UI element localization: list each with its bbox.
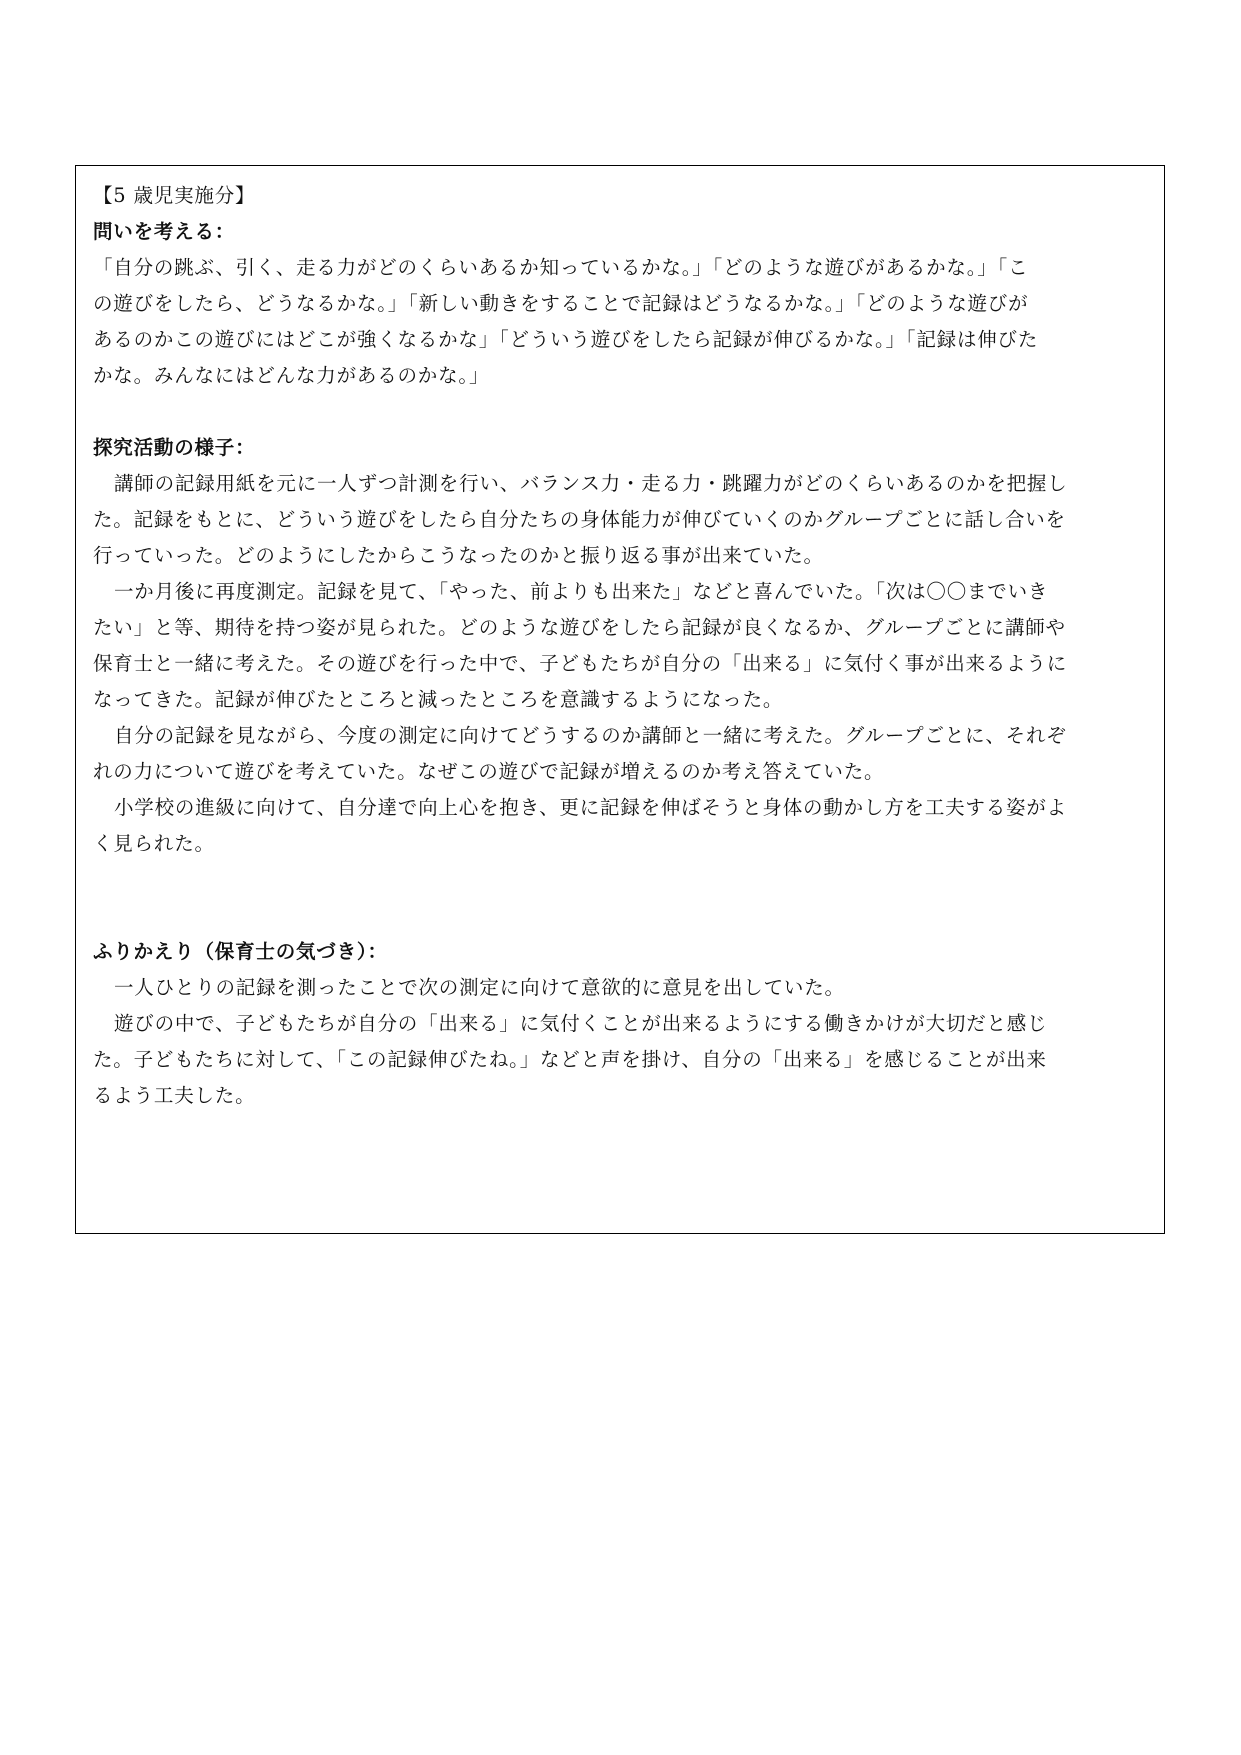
reflection-line: るよう工夫した。 <box>93 1084 256 1107</box>
spacer <box>93 394 1150 430</box>
activity-line: 一か月後に再度測定。記録を見て、「やった、前よりも出来た」などと喜んでいた。「次は〇〇までいき <box>114 580 1049 603</box>
activity-line: なってきた。記録が伸びたところと減ったところを意識するようになった。 <box>93 688 784 711</box>
question-heading: 問いを考える： <box>93 220 236 243</box>
activity-line: く見られた。 <box>93 832 215 855</box>
activity-line: た。記録をもとに、どういう遊びをしたら自分たちの身体能力が伸びていくのかグループごとに話し合いを <box>93 508 1066 531</box>
activity-line: 自分の記録を見ながら、今度の測定に向けてどうするのか講師と一緒に考えた。グループごとに、それぞ <box>114 724 1067 747</box>
reflection-line: た。子どもたちに対して、「この記録伸びたね。」などと声を掛け、自分の「出来る」を感じることが出来 <box>93 1048 1047 1071</box>
activity-line: 講師の記録用紙を元に一人ずつ計測を行い、バランス力・走る力・跳躍力がどのくらいあるのかを把握し <box>114 472 1068 495</box>
section-title: 【5 歳児実施分】 <box>93 184 256 207</box>
activity-line: 保育士と一緒に考えた。その遊びを行った中で、子どもたちが自分の「出来る」に気付く事が出来るように <box>93 652 1068 675</box>
question-line: の遊びをしたら、どうなるかな。」「新しい動きをすることで記録はどうなるかな。」「どのような遊びが <box>93 292 1029 315</box>
activity-line: 行っていった。どのようにしたからこうなったのかと振り返る事が出来ていた。 <box>93 544 824 567</box>
reflection-line: 遊びの中で、子どもたちが自分の「出来る」に気付くことが出来るようにする働きかけが大切だと感じ <box>114 1012 1048 1035</box>
activity-line: 小学校の進級に向けて、自分達で向上心を抱き、更に記録を伸ばそうと身体の動かし方を工夫する姿がよ <box>114 796 1067 819</box>
reflection-heading: ふりかえり（保育士の気づき）： <box>93 940 388 963</box>
activity-line: れの力について遊びを考えていた。なぜこの遊びで記録が増えるのか考え答えていた。 <box>93 760 885 783</box>
question-line: あるのかこの遊びにはどこが強くなるかな」「どういう遊びをしたら記録が伸びるかな。」「記録は伸びた <box>93 328 1039 351</box>
activity-line: たい」と等、期待を持つ姿が見られた。どのような遊びをしたら記録が良くなるか、グループごとに講師や <box>93 616 1066 639</box>
activity-heading: 探究活動の様子： <box>93 436 256 459</box>
reflection-line: 一人ひとりの記録を測ったことで次の測定に向けて意欲的に意見を出していた。 <box>114 976 845 999</box>
report-box <box>75 165 1165 1234</box>
question-line: かな。みんなにはどんな力があるのかな。」 <box>93 364 490 387</box>
question-line: 「自分の跳ぶ、引く、走る力がどのくらいあるか知っているかな。」「どのような遊びがあるかな。」「こ <box>93 256 1029 279</box>
spacer <box>93 898 1150 934</box>
spacer <box>93 862 1150 898</box>
